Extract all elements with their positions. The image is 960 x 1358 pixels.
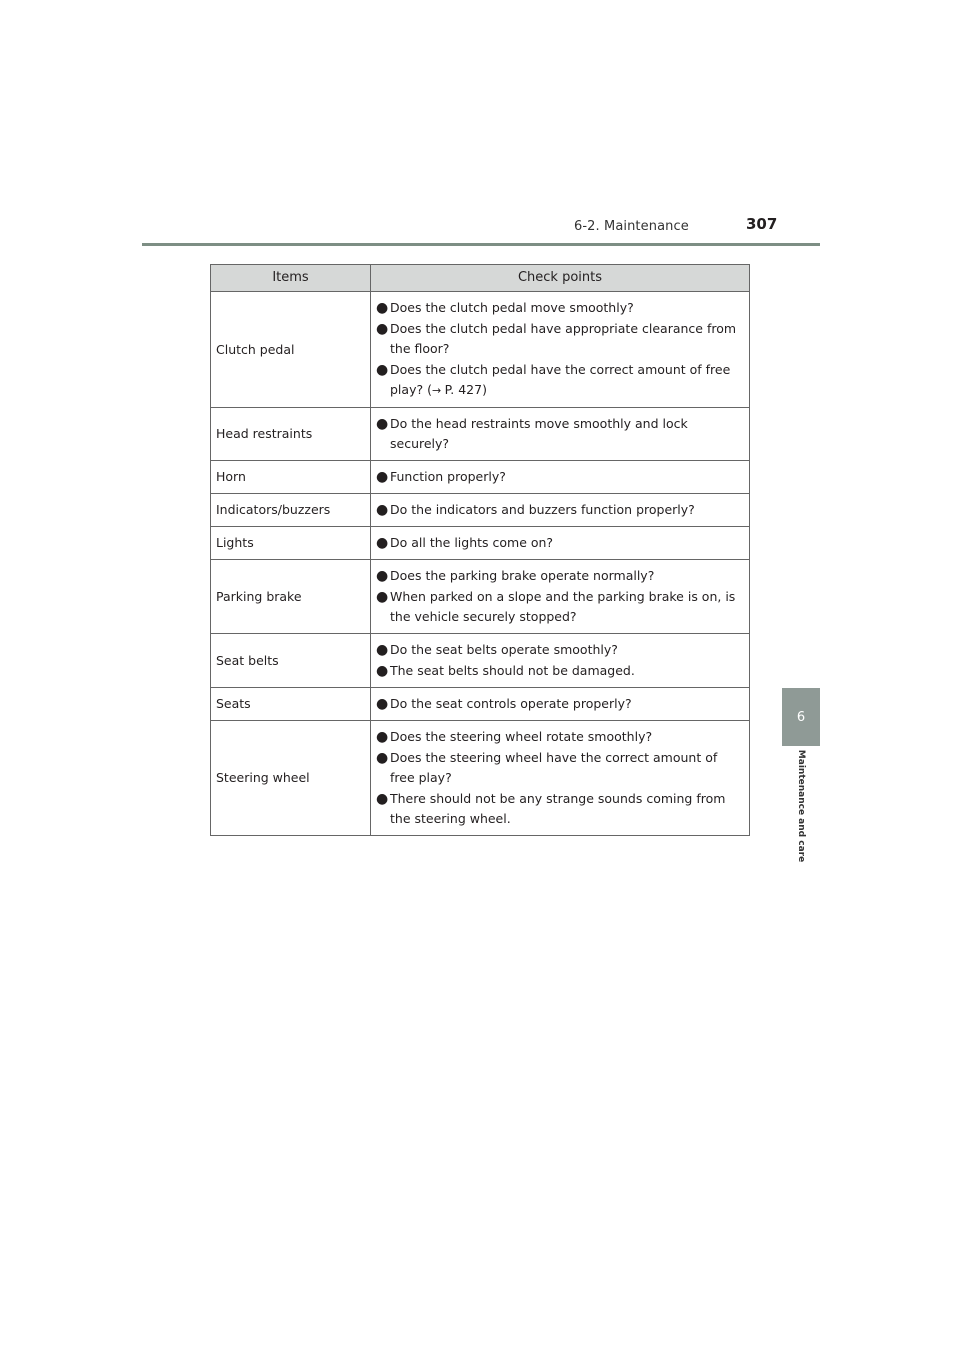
check-points-cell (371, 408, 750, 461)
chapter-tab-label: Maintenance and care (796, 749, 806, 863)
check-points-cell (371, 494, 750, 527)
bullet-icon: ● (376, 568, 389, 584)
check-points-cell (371, 560, 750, 634)
check-point: ● Does the steering wheel have the correct amount of free play? (376, 750, 718, 785)
table-row (211, 688, 750, 721)
page-number: 307 (746, 215, 778, 233)
item-cell: Parking brake (211, 560, 371, 634)
check-points-cell (371, 721, 750, 836)
bullet-icon: ● (376, 300, 389, 316)
table-row (211, 408, 750, 461)
check-point: ● Do the head restraints move smoothly and lock securely? (376, 416, 688, 451)
item-cell: Head restraints (211, 408, 371, 461)
check-point: ● Does the clutch pedal move smoothly? (376, 300, 634, 316)
item-cell: Seat belts (211, 634, 371, 688)
check-point: ● Does the clutch pedal have the correct amount of free play? (→ P. 427) (376, 362, 731, 397)
table-row (211, 721, 750, 836)
item-cell: Indicators/buzzers (211, 494, 371, 527)
arrow-right-icon: → (431, 384, 445, 397)
bullet-icon: ● (376, 362, 389, 378)
check-point: ● Does the clutch pedal have appropriate clearance from the floor? (376, 321, 737, 356)
table-row (211, 634, 750, 688)
bullet-icon: ● (376, 729, 389, 745)
bullet-icon: ● (376, 502, 389, 518)
check-point: ● There should not be any strange sounds coming from the steering wheel. (376, 791, 726, 826)
check-points-cell (371, 461, 750, 494)
check-point: ● Function properly? (376, 469, 506, 485)
check-points-cell (371, 292, 750, 408)
check-point: ● When parked on a slope and the parking brake is on, is the vehicle securely stopped? (376, 589, 736, 624)
check-point: ● Does the parking brake operate normally? (376, 568, 655, 584)
check-point: ● Do all the lights come on? (376, 535, 554, 551)
page-reference-link[interactable]: P. 427) (444, 382, 487, 397)
bullet-icon: ● (376, 589, 389, 605)
check-points-cell (371, 634, 750, 688)
column-header-items: Items (211, 265, 371, 292)
table-row (211, 527, 750, 560)
bullet-icon: ● (376, 416, 389, 432)
check-point: ● Do the seat belts operate smoothly? (376, 642, 618, 658)
bullet-icon: ● (376, 321, 389, 337)
item-cell: Horn (211, 461, 371, 494)
item-cell: Clutch pedal (211, 292, 371, 408)
item-cell: Steering wheel (211, 721, 371, 836)
check-point: ● The seat belts should not be damaged. (376, 663, 635, 679)
bullet-icon: ● (376, 750, 389, 766)
bullet-icon: ● (376, 642, 389, 658)
column-header-check-points: Check points (371, 265, 750, 292)
table-row (211, 292, 750, 408)
check-point: ● Do the seat controls operate properly? (376, 696, 632, 712)
check-point: ● Does the steering wheel rotate smoothly? (376, 729, 653, 745)
item-cell: Seats (211, 688, 371, 721)
bullet-icon: ● (376, 791, 389, 807)
section-title: 6-2. Maintenance (574, 219, 689, 234)
check-point: ● Do the indicators and buzzers function properly? (376, 502, 695, 518)
bullet-icon: ● (376, 696, 389, 712)
check-points-cell (371, 688, 750, 721)
table-header-row (211, 265, 750, 292)
chapter-tab: 6 (782, 688, 820, 746)
maintenance-check-table (210, 264, 750, 836)
table-row (211, 494, 750, 527)
check-points-cell (371, 527, 750, 560)
table-row (211, 461, 750, 494)
header-rule (142, 243, 820, 246)
item-cell: Lights (211, 527, 371, 560)
bullet-icon: ● (376, 663, 389, 679)
bullet-icon: ● (376, 469, 389, 485)
table-row (211, 560, 750, 634)
bullet-icon: ● (376, 535, 389, 551)
